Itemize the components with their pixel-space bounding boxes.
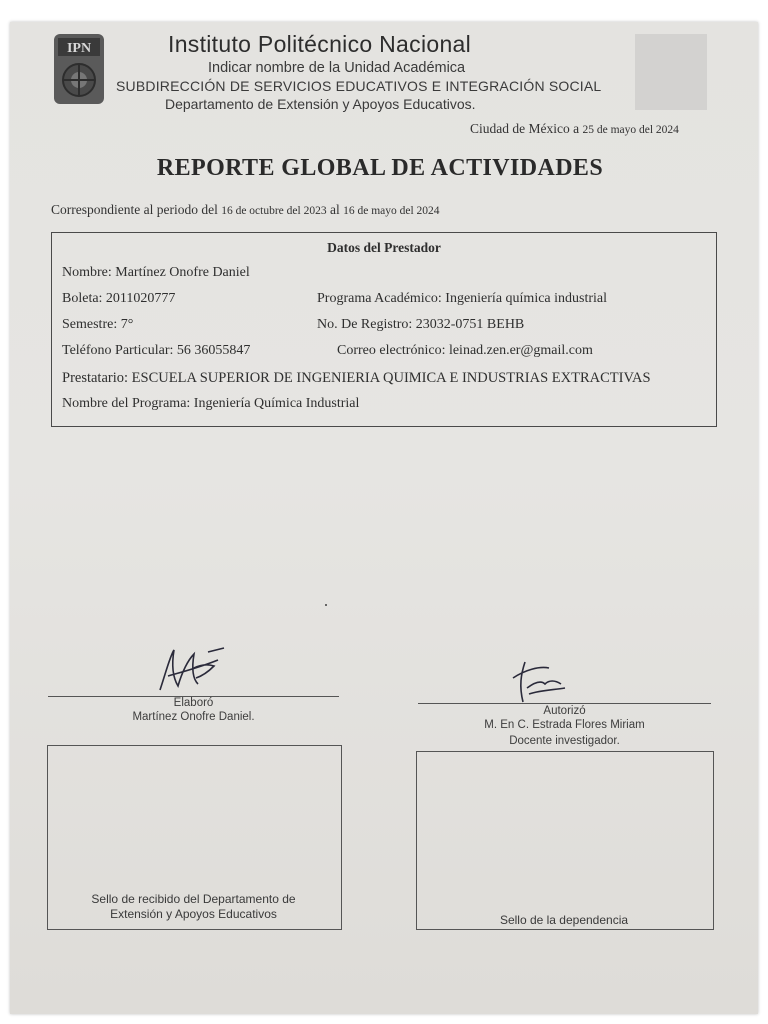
ipn-logo (50, 30, 108, 108)
ink-dot (325, 604, 327, 606)
field-nombre-programa: Nombre del Programa: Ingeniería Química Industrial (62, 396, 360, 411)
elaboro-label: Elaboró (173, 697, 214, 709)
elaboro-name: Martínez Onofre Daniel. (132, 711, 255, 723)
stamp-recibido-label-1: Sello de recibido del Departamento de (91, 892, 296, 906)
field-prestatario: Prestatario: ESCUELA SUPERIOR DE INGENIERIA QUIMICA E INDUSTRIAS EXTRACTIVAS (62, 370, 651, 386)
date-prefix: Ciudad de México a (470, 121, 580, 136)
autorizo-label: Autorizó (543, 705, 586, 717)
field-nombre: Nombre: Martínez Onofre Daniel (62, 265, 250, 280)
svg-text:IPN: IPN (66, 41, 92, 56)
period-prefix: Correspondiente al periodo del (51, 202, 218, 217)
signature-elaboro (148, 642, 228, 698)
unidad-academica: Indicar nombre de la Unidad Académica (208, 60, 466, 76)
document-page (10, 22, 758, 1014)
field-programa-academico: Programa Académico: Ingeniería química industrial (317, 291, 608, 306)
field-semestre: Semestre: 7° (62, 317, 134, 332)
field-telefono: Teléfono Particular: 56 36055847 (62, 343, 251, 358)
signature-line-autorizo (418, 703, 711, 704)
institution-name: Instituto Politécnico Nacional (168, 31, 472, 57)
field-correo: Correo electrónico: leinad.zen.er@gmail.com (337, 343, 593, 358)
date-value: 25 de mayo del 2024 (582, 124, 679, 136)
stamp-dependencia-label: Sello de la dependencia (499, 913, 629, 927)
photo-placeholder (635, 34, 707, 110)
prestador-section-title: Datos del Prestador (327, 240, 441, 255)
autorizo-cargo: Docente investigador. (509, 735, 620, 747)
departamento: Departamento de Extensión y Apoyos Educativos. (165, 96, 476, 112)
prestador-data-box (51, 232, 717, 427)
field-boleta: Boleta: 2011020777 (62, 291, 176, 306)
autorizo-name: M. En C. Estrada Flores Miriam (484, 719, 645, 731)
report-title: REPORTE GLOBAL DE ACTIVIDADES (156, 155, 604, 181)
period-to: 16 de mayo del 2024 (343, 205, 440, 217)
period-connector: al (329, 202, 340, 217)
report-period (51, 202, 440, 218)
field-registro: No. De Registro: 23032-0751 BEHB (317, 317, 525, 332)
document-date (470, 121, 679, 137)
stamp-box-dependencia (416, 751, 714, 930)
subdireccion: SUBDIRECCIÓN DE SERVICIOS EDUCATIVOS E INTEGRACIÓN SOCIAL (116, 78, 602, 94)
period-from: 16 de octubre del 2023 (221, 205, 327, 217)
stamp-recibido-label-2: Extensión y Apoyos Educativos (110, 907, 277, 921)
